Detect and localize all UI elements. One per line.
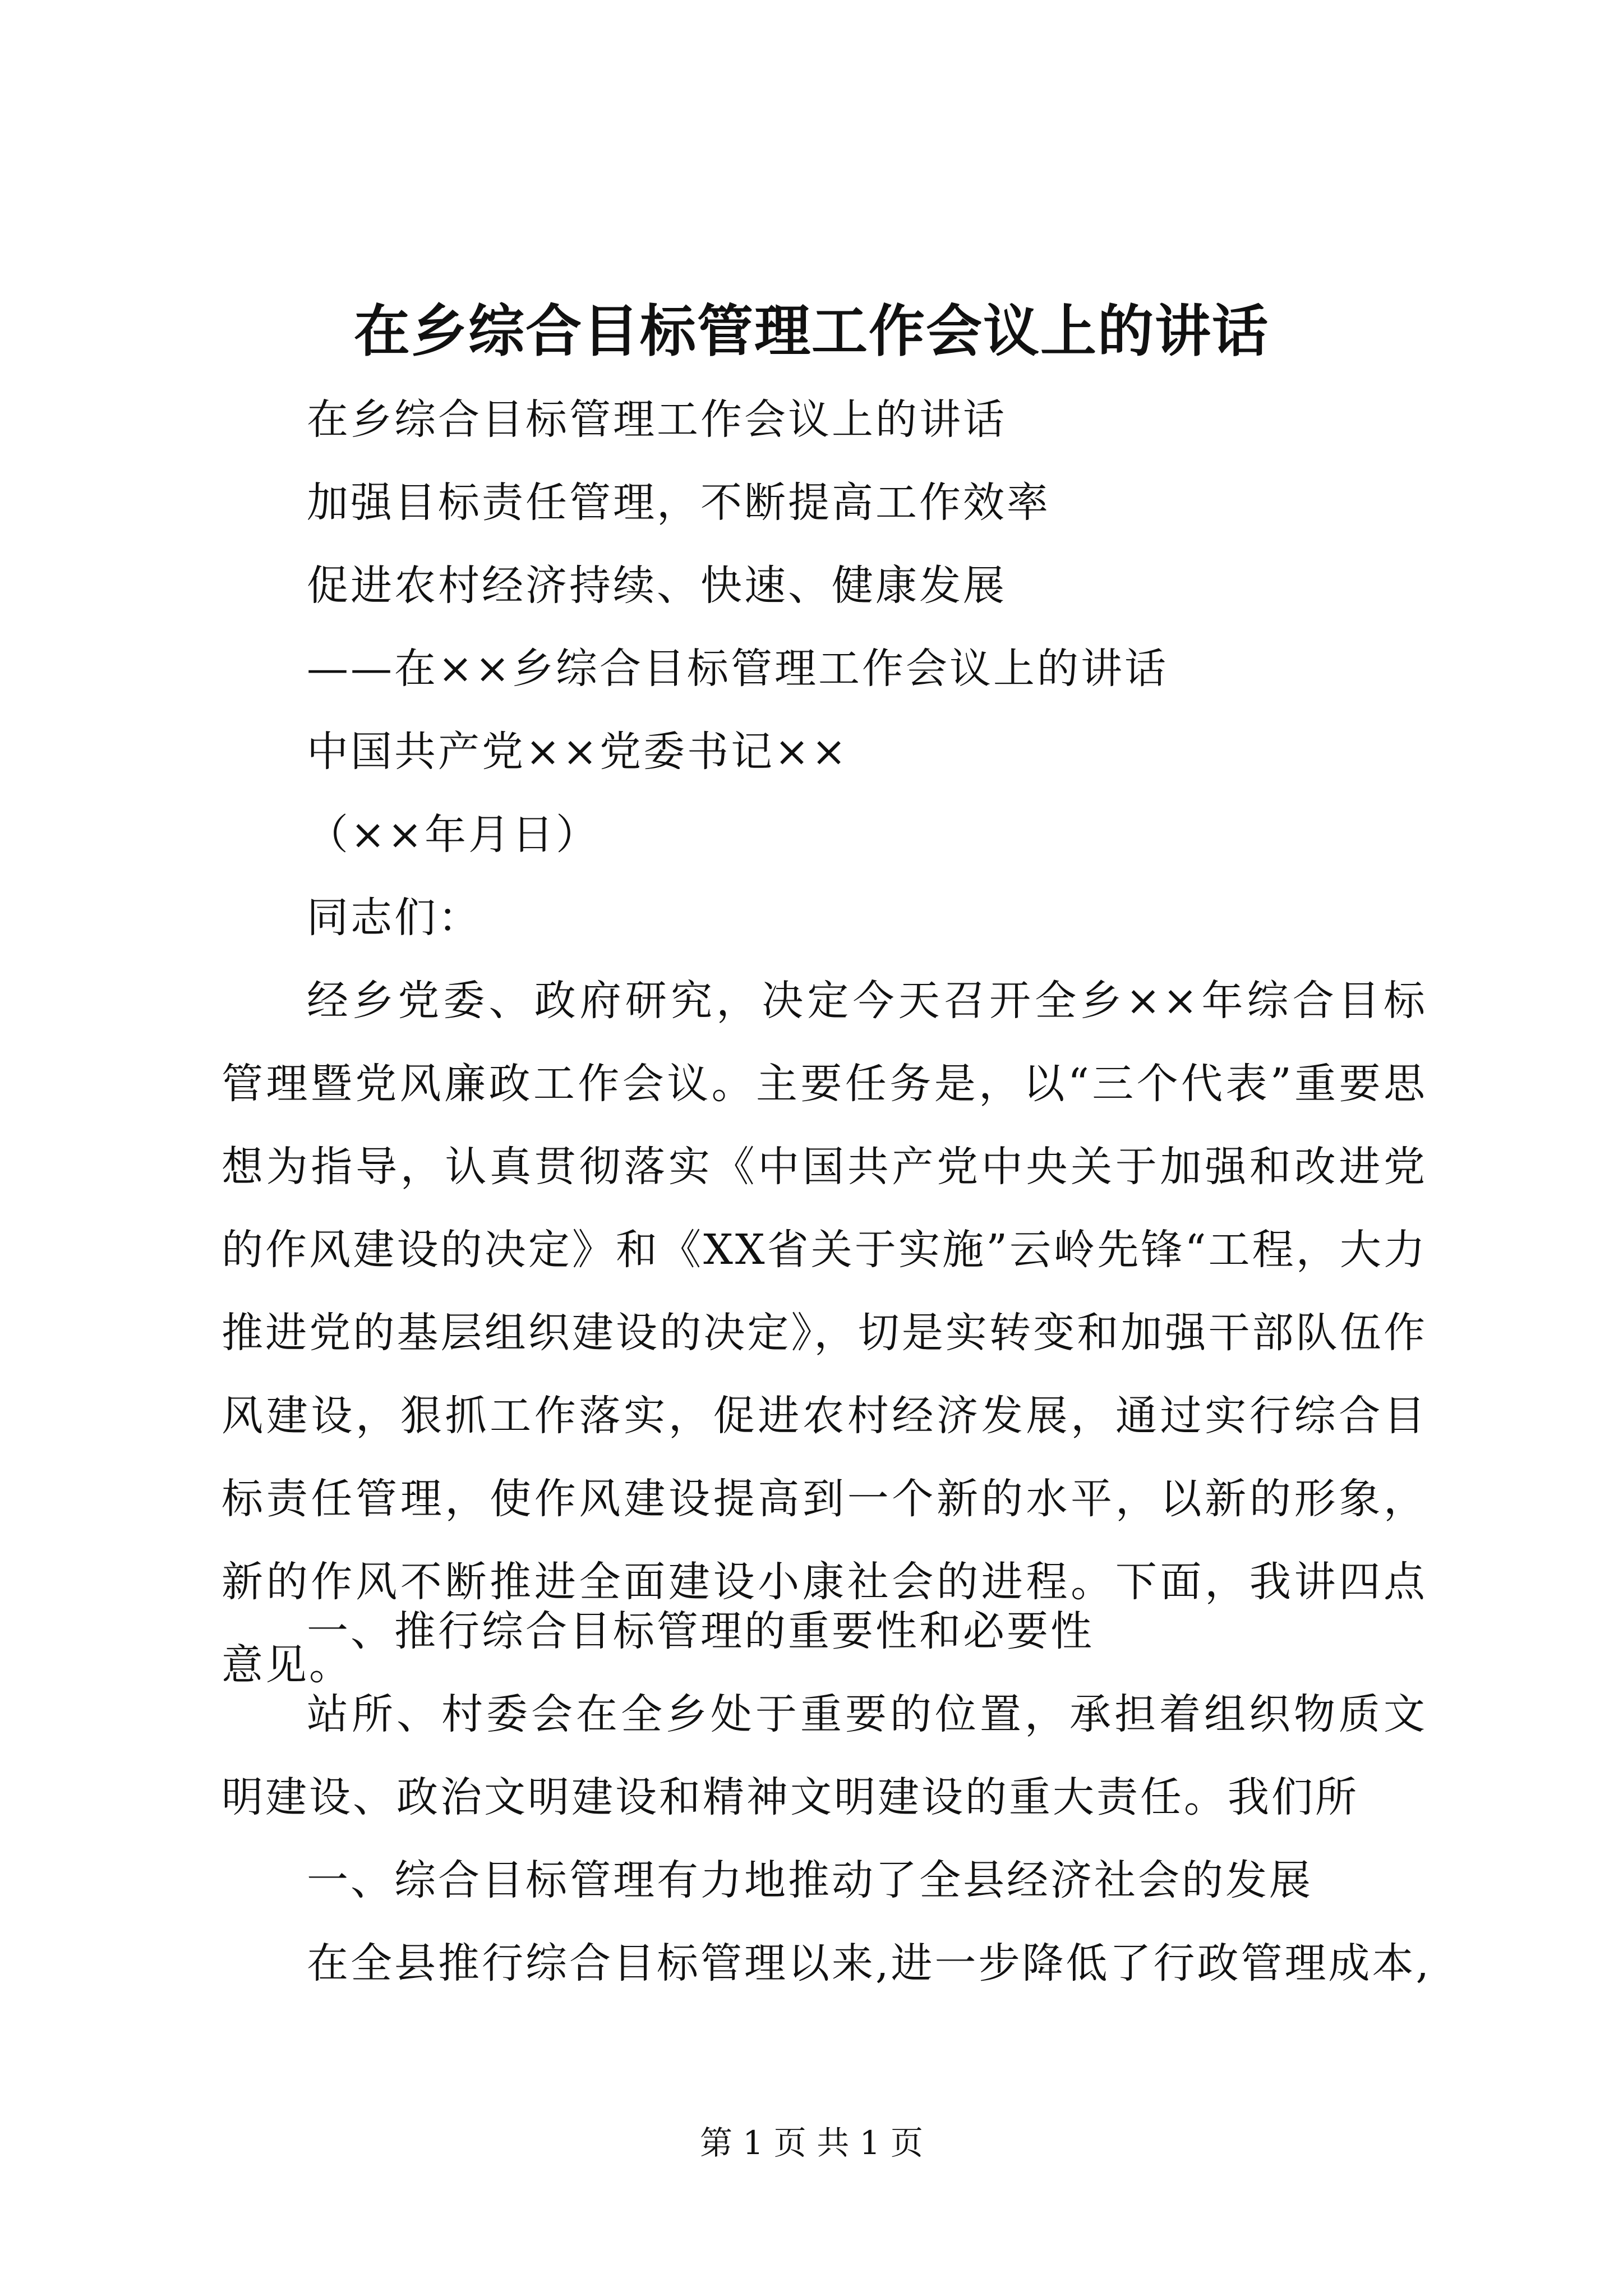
document-title: 在乡综合目标管理工作会议上的讲话 <box>354 298 1269 364</box>
header-line-speaker: 中国共产党××党委书记×× <box>307 728 849 776</box>
header-line-date: （××年月日） <box>307 811 600 859</box>
section-heading-1: 一、推行综合目标管理的重要性和必要性 <box>307 1607 1094 1655</box>
header-line-slogan-1: 加强目标责任管理，不断提高工作效率 <box>307 478 1050 527</box>
header-line-slogan-2: 促进农村经济持续、快速、健康发展 <box>307 562 1007 610</box>
body-paragraph-intro: 经乡党委、政府研究，决定今天召开全乡××年综合目标管理暨党风廉政工作会议。主要任务是，以“三个代表”重要思想为指导，认真贯彻落实《中国共产党中央关于加强和改进党的作风建设的决定》和《XX省关于实施”云岭先锋“工程，大力推进党的基层组织建设的决定》，切是实转变和加强干部队伍作风建设，狠抓工作落实，促进农村经济发展，通过实行综合目标责任管理，使作风建设提高到一个新的水平，以新的形象，新的作风不断推进全面建设小康社会的进程。下面，我讲四点意见。 <box>222 977 1427 1689</box>
header-line-title: 在乡综合目标管理工作会议上的讲话 <box>307 395 1007 444</box>
body-paragraph-2: 站所、村委会在全乡处于重要的位置，承担着组织物质文明建设、政治文明建设和精神文明建设的重大责任。我们所 <box>222 1690 1427 1821</box>
header-line-subtitle: ——在××乡综合目标管理工作会议上的讲话 <box>307 645 1169 693</box>
page-number-footer: 第 1 页 共 1 页 <box>700 2124 923 2162</box>
section-heading-2: 一、综合目标管理有力地推动了全县经济社会的发展 <box>307 1856 1313 1904</box>
salutation: 同志们： <box>307 894 482 942</box>
body-paragraph-3: 在全县推行综合目标管理以来,进一步降低了行政管理成本, <box>307 1939 1432 1987</box>
